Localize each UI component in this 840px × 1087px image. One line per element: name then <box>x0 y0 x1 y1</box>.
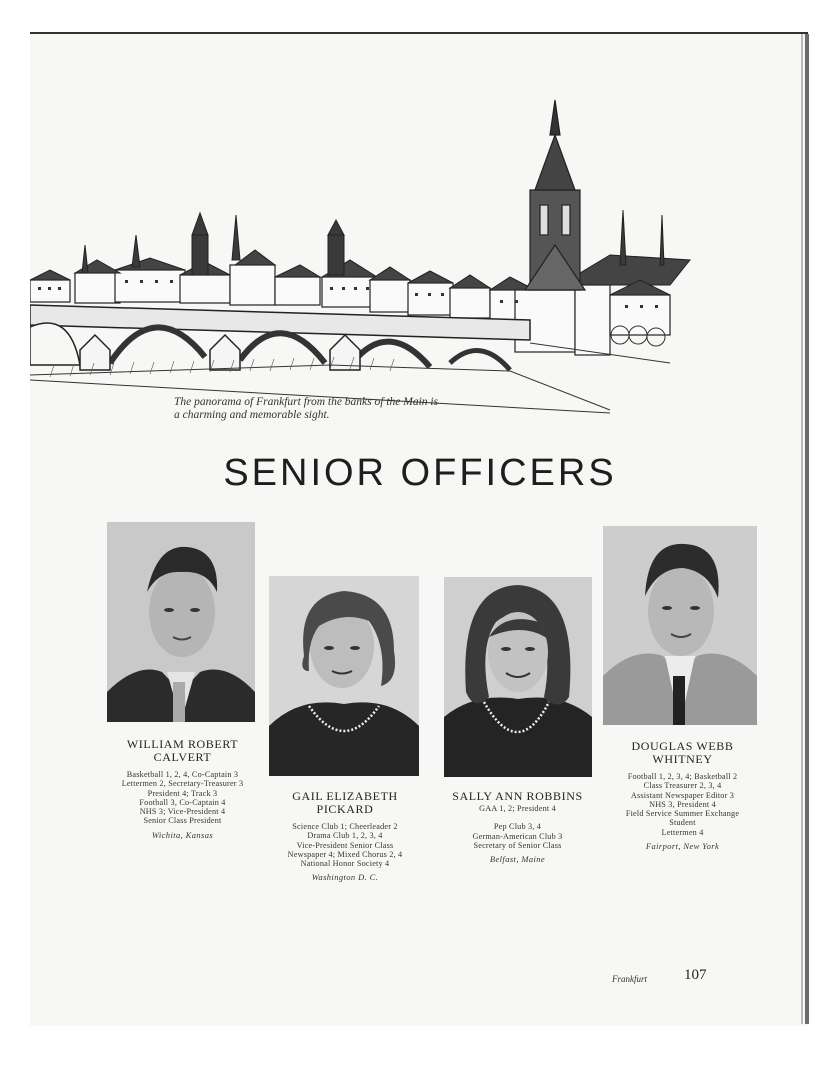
activity-line: Student <box>669 818 696 828</box>
officer-name-line-1: GAIL ELIZABETH <box>292 789 398 803</box>
officer-name-line-1: SALLY ANN ROBBINS <box>452 789 583 803</box>
activity-line: German-American Club 3 <box>472 831 563 841</box>
officer-activities <box>590 772 775 837</box>
page-edge <box>805 34 809 1024</box>
activity-spacer <box>425 813 610 822</box>
caption-line-1: The panorama of Frankfurt from the banks of the Main is <box>174 396 439 408</box>
page-edge-shadow <box>801 34 803 1024</box>
page-title: SENIOR OFFICERS <box>223 452 617 494</box>
activity-line: Football 3, Co-Captain 4 <box>139 797 226 807</box>
illustration-caption <box>174 396 514 422</box>
officer-sally-robbins <box>425 790 610 864</box>
officer-name-line-2: CALVERT <box>153 750 212 764</box>
activity-line: Basketball 1, 2, 4, Co-Captain 3 <box>126 770 239 779</box>
activity-line: Secretary of Senior Class <box>473 840 562 850</box>
officer-name-line-1: DOUGLAS WEBB <box>631 739 734 753</box>
activity-line: Drama Club 1, 2, 3, 4 <box>307 831 383 841</box>
activity-line: National Honor Society 4 <box>300 859 390 869</box>
activity-line: Lettermen 2, Secretary-Treasurer 3 <box>121 779 244 789</box>
frankfurt-skyline-illustration <box>30 95 710 425</box>
officer-name-line-2: PICKARD <box>316 802 374 816</box>
activity-line: Field Service Summer Exchange <box>625 809 740 819</box>
officer-hometown: Belfast, Maine <box>489 854 546 865</box>
officer-hometown: Fairport, New York <box>645 841 720 852</box>
officer-activities <box>90 770 275 826</box>
activity-line: Newspaper 4; Mixed Chorus 2, 4 <box>287 849 403 859</box>
officer-william-calvert <box>90 738 275 840</box>
caption-line-2: a charming and memorable sight. <box>174 409 330 421</box>
activity-line: Senior Class President <box>143 816 222 826</box>
activity-line: Class Treasurer 2, 3, 4 <box>643 781 722 791</box>
portrait-william-calvert <box>107 522 255 722</box>
officer-name-line-2: WHITNEY <box>652 752 713 766</box>
activity-line: Pep Club 3, 4 <box>493 822 542 832</box>
activity-line: Science Club 1; Cheerleader 2 <box>292 822 398 831</box>
activity-line: Assistant Newspaper Editor 3 <box>630 790 735 800</box>
activity-line: NHS 3, President 4 <box>649 799 716 809</box>
portrait-gail-pickard <box>269 576 419 776</box>
officer-gail-pickard <box>250 790 440 882</box>
officer-hometown: Washington D. C. <box>311 872 379 883</box>
officer-activities <box>250 822 440 868</box>
officer-hometown: Wichita, Kansas <box>151 829 214 840</box>
activity-line: NHS 3; Vice-President 4 <box>139 807 226 817</box>
page-number: 107 <box>684 967 707 983</box>
activity-line: President 4; Track 3 <box>147 788 218 798</box>
activity-line: Lettermen 4 <box>661 827 704 837</box>
activity-line: GAA 1, 2; President 4 <box>479 804 556 813</box>
officer-douglas-whitney <box>590 740 775 851</box>
officer-name-line-1: WILLIAM ROBERT <box>126 737 239 751</box>
portrait-sally-robbins <box>444 577 592 777</box>
officer-activities <box>425 804 610 850</box>
activity-line: Football 1, 2, 3, 4; Basketball 2 <box>627 772 738 781</box>
activity-line: Vice-President Senior Class <box>296 840 394 850</box>
footer-section-name: Frankfurt <box>612 974 647 984</box>
portrait-douglas-whitney <box>603 526 757 725</box>
